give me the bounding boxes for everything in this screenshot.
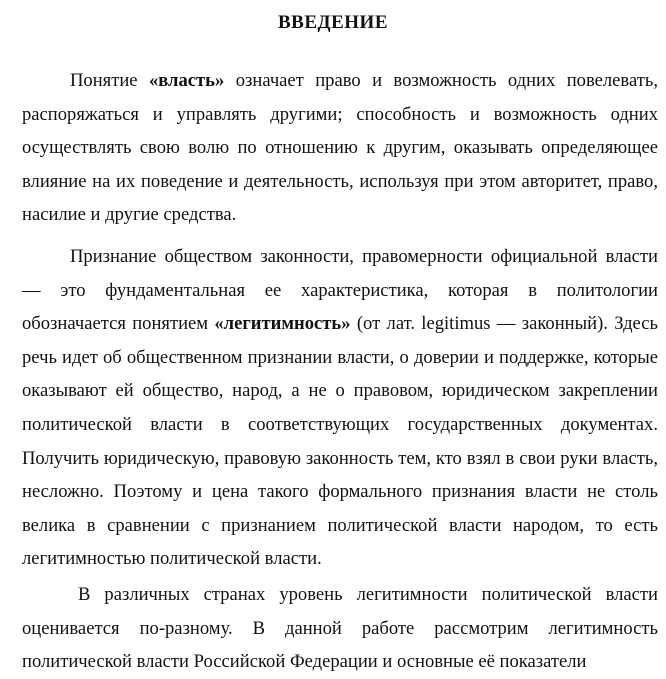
paragraph-text: Признание обществом законности, правомерности официальной власти — это фундаментальная ее характеристика, которая в политологии обозначается понятием [22, 246, 658, 335]
term-legitimacy: «легитимность» [214, 313, 351, 335]
term-power: «власть» [148, 70, 225, 91]
paragraph-power-definition [22, 64, 658, 232]
page-title: ВВЕДЕНИЕ [278, 12, 388, 33]
paragraph-work-scope [22, 578, 658, 679]
paragraph-text: (от лат. legitimus — законный). Здесь речь идет об общественном признании власти, о доверии и поддержке, которые оказывают ей общество, народ, а не о правовом, юридическом закреплении политической власти в соответствующих государственных документах. Получить юридическую, правовую законность тем, кто взял в свои руки власть, несложно. Поэтому и цена такого формального признания власти не столь велика в сравнении с признанием политической власти народом, то есть легитимностью политической власти. [22, 313, 658, 570]
paragraph-text: В различных странах уровень легитимности политической власти оценивается по-разному. В данной работе рассмотрим легитимность политической власти Российской Федерации и основные её показатели [22, 584, 658, 673]
paragraph-legitimacy [22, 240, 658, 576]
paragraph-text: Понятие [70, 70, 149, 91]
paragraph-text: означает право и возможность одних повелевать, распоряжаться и управлять другими; способность и возможность одних осуществлять свою волю по отношению к другим, оказывать определяющее влияние на их поведение и деятельность, используя при этом авторитет, право, насилие и другие средства. [22, 70, 658, 226]
